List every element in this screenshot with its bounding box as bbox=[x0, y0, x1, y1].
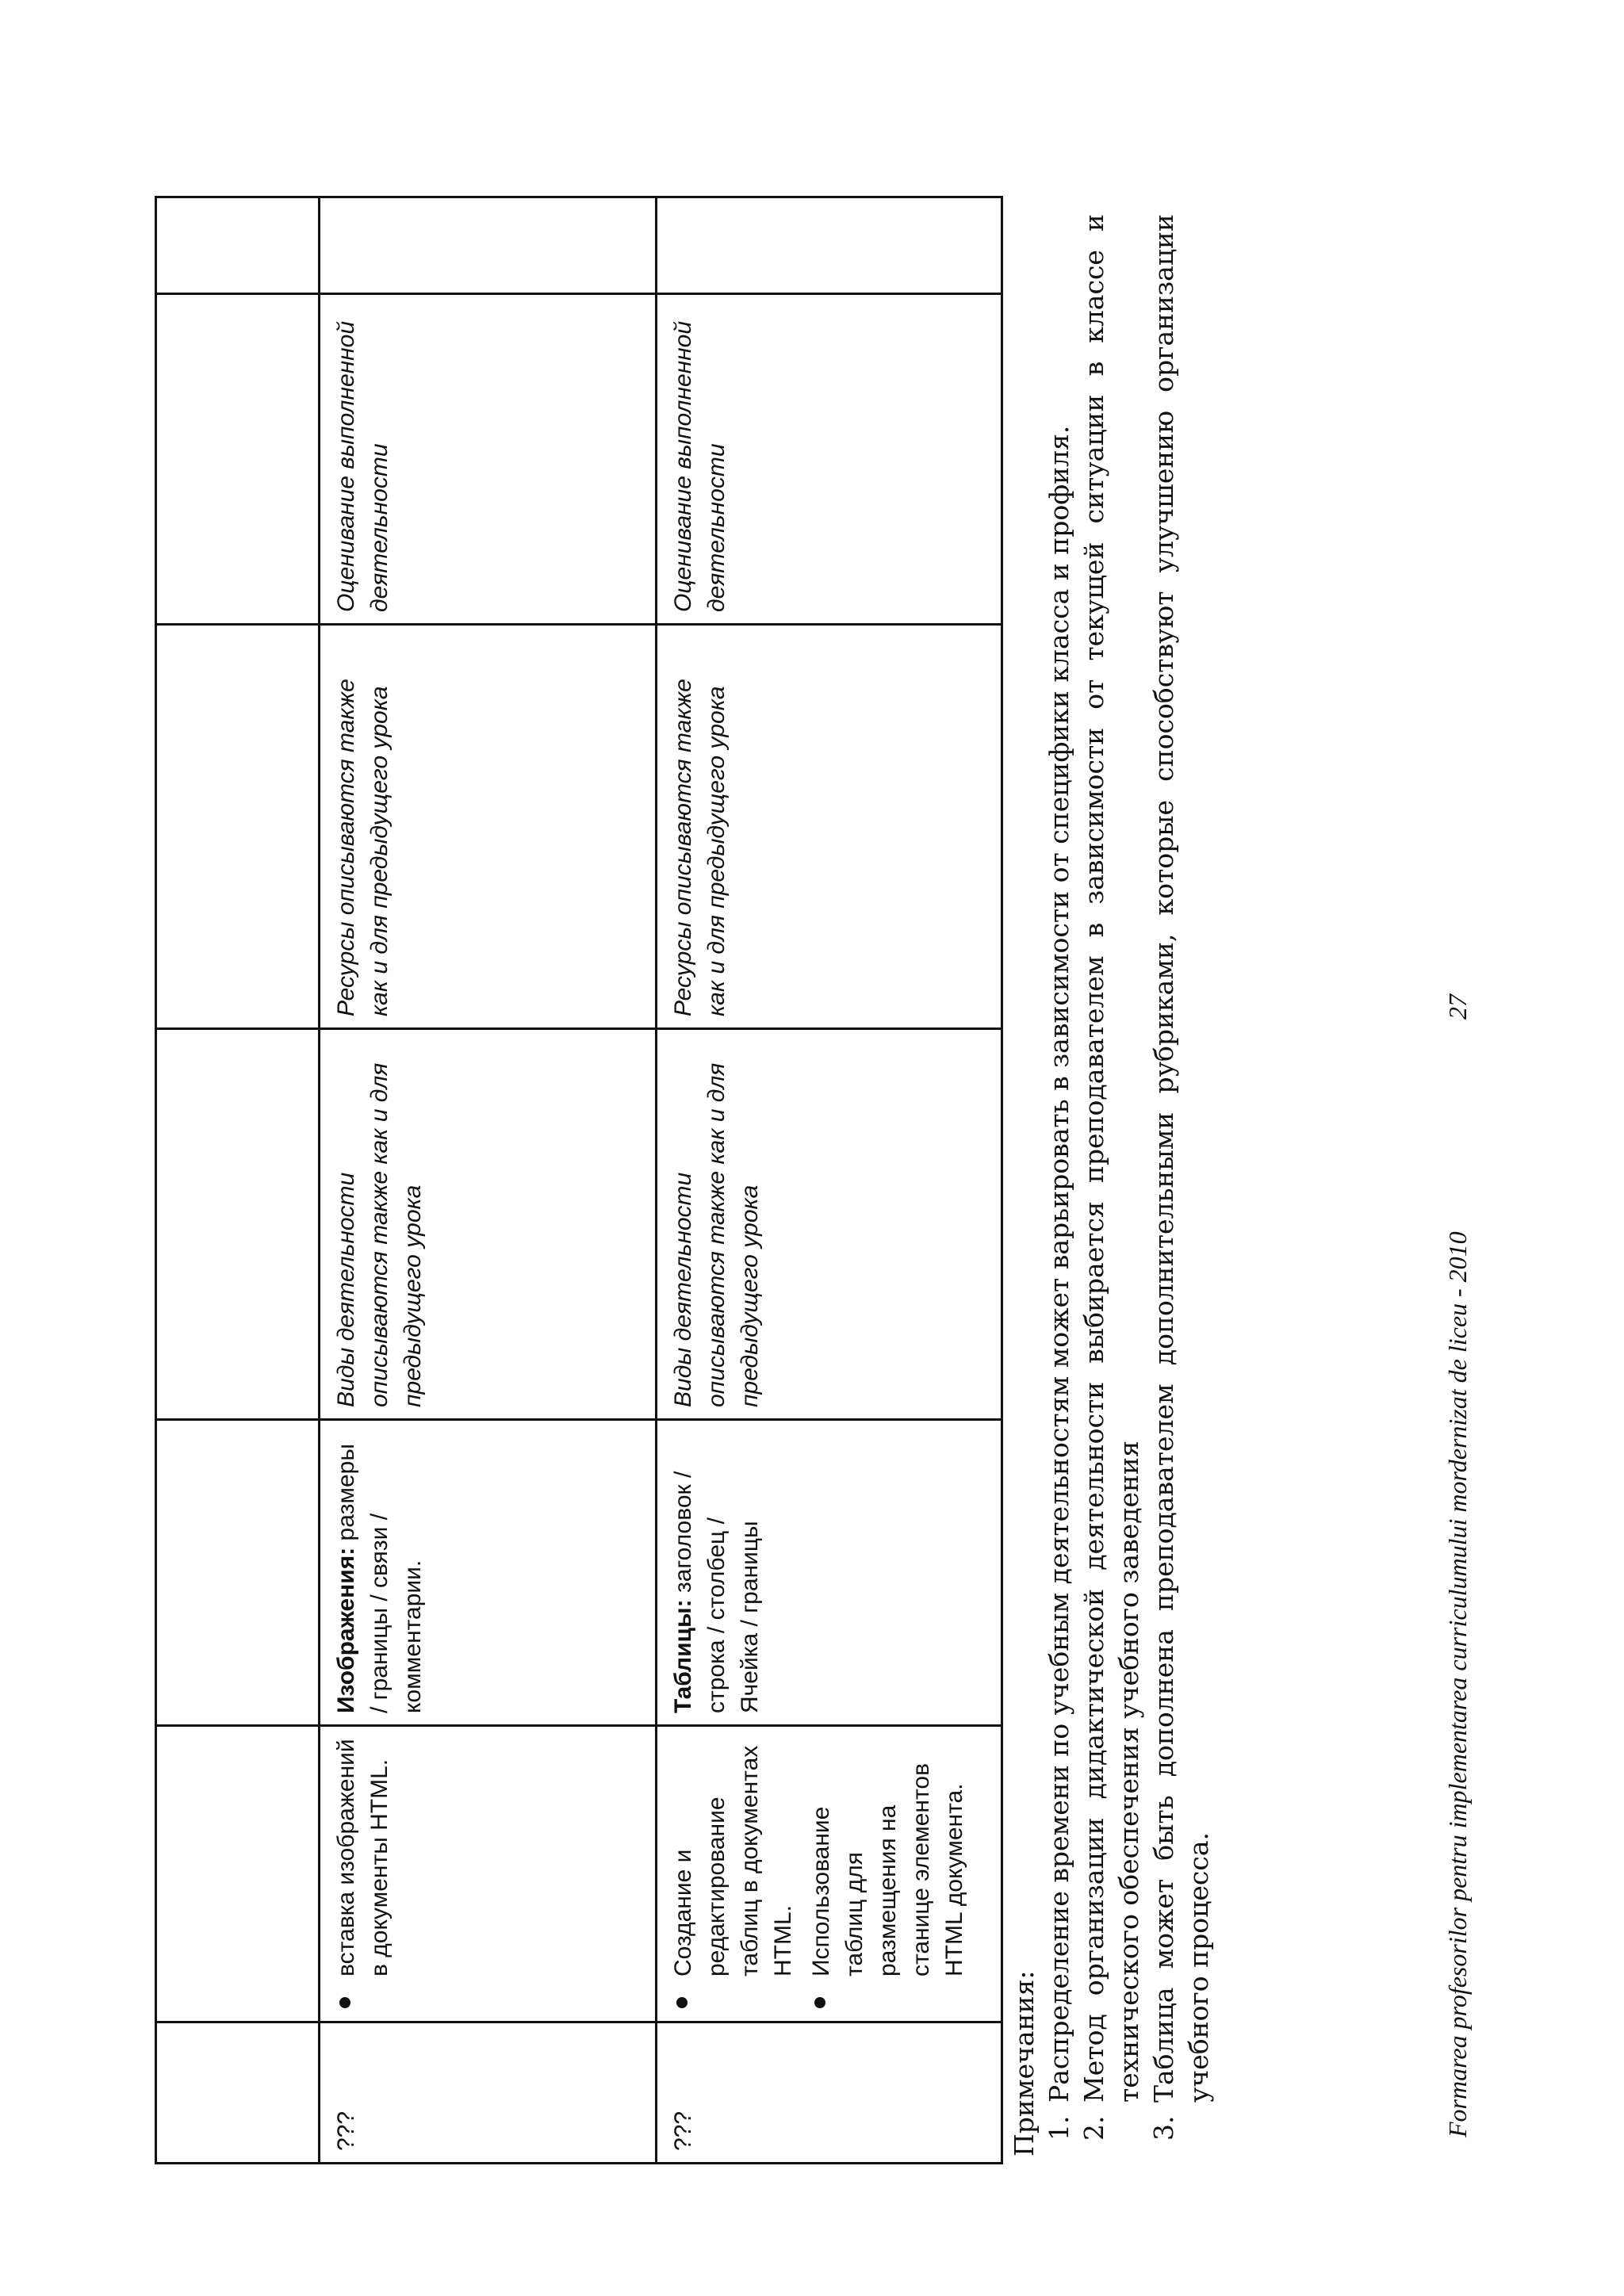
list-item: 1. Распределение времени по учебным деятельностям может варьировать в зависимости от специфики класса и профиля. bbox=[1042, 214, 1077, 2107]
content-text: заголовок / строка / столбец / Ячейка / границы bbox=[670, 1471, 764, 1713]
bullet-icon bbox=[814, 1997, 825, 2008]
cell-notes bbox=[156, 197, 320, 294]
notes-list bbox=[1042, 214, 1216, 2156]
content-heading: Изображения: bbox=[332, 1547, 359, 1713]
notes-heading: Примечания: bbox=[1009, 1970, 1040, 2156]
unit-text: Создание и редактирование таблиц в документах HTML. bbox=[670, 1745, 797, 1976]
table-row bbox=[156, 197, 320, 2164]
cell-resources bbox=[156, 625, 320, 1029]
unit-text: вставка изображений в документы HTML. bbox=[332, 1739, 393, 1976]
cell-assessment bbox=[156, 294, 320, 625]
cell-activities: Виды деятельности описываются также как и для предыдущего урока bbox=[657, 1029, 1002, 1420]
cell-content bbox=[657, 1420, 1002, 1726]
list-item bbox=[330, 1738, 396, 1976]
cell-assessment: Оценивание выполненной деятельности bbox=[657, 294, 1002, 625]
curriculum-table bbox=[155, 196, 1003, 2164]
cell-resources: Ресурсы описываются также как и для предыдущего урока bbox=[657, 625, 1002, 1029]
notes-section bbox=[1007, 214, 1216, 2156]
footer-title: Formarea profesorilor pentru implementarea curriculumului mordernizat de liceu - 2010 bbox=[1443, 1231, 1472, 2137]
cell-time: ??? bbox=[657, 2022, 1002, 2164]
list-item: 3. Таблица может быть дополнена преподавателем дополнительными рубриками, которые способствуют улучшению организации учебного процесса. bbox=[1147, 214, 1216, 2107]
units-list bbox=[667, 1738, 971, 2010]
cell-units bbox=[156, 1726, 320, 2022]
cell-content bbox=[156, 1420, 320, 1726]
content-text: размеры / границы / связи / комментарии. bbox=[332, 1444, 426, 1713]
cell-activities bbox=[156, 1029, 320, 1420]
units-list bbox=[330, 1738, 396, 2010]
cell-resources: Ресурсы описываются также как и для предыдущего урока bbox=[319, 625, 656, 1029]
cell-units bbox=[319, 1726, 656, 2022]
cell-content bbox=[319, 1420, 656, 1726]
page-number: 27 bbox=[1443, 994, 1472, 1020]
list-item bbox=[667, 1738, 800, 1976]
list-item: 2. Метод организации дидактической деятельности выбирается преподавателем в зависимости от текущей ситуации в классе и технического обеспечения учебного заведения bbox=[1077, 214, 1147, 2107]
cell-notes bbox=[319, 197, 656, 294]
cell-time: ??? bbox=[319, 2022, 656, 2164]
cell-units bbox=[657, 1726, 1002, 2022]
table-row bbox=[319, 197, 656, 2164]
bullet-icon bbox=[339, 1997, 350, 2008]
cell-time bbox=[156, 2022, 320, 2164]
table-row bbox=[657, 197, 1002, 2164]
cell-assessment: Оценивание выполненной деятельности bbox=[319, 294, 656, 625]
cell-activities: Виды деятельности описываются также как и для предыдущего урока bbox=[319, 1029, 656, 1420]
list-item bbox=[805, 1738, 971, 1976]
unit-text: Использование таблиц для размещения на станице элементов HTML документа. bbox=[808, 1762, 968, 1976]
content-heading: Таблицы: bbox=[670, 1599, 697, 1713]
cell-notes bbox=[657, 197, 1002, 294]
bullet-icon bbox=[676, 1997, 688, 2008]
